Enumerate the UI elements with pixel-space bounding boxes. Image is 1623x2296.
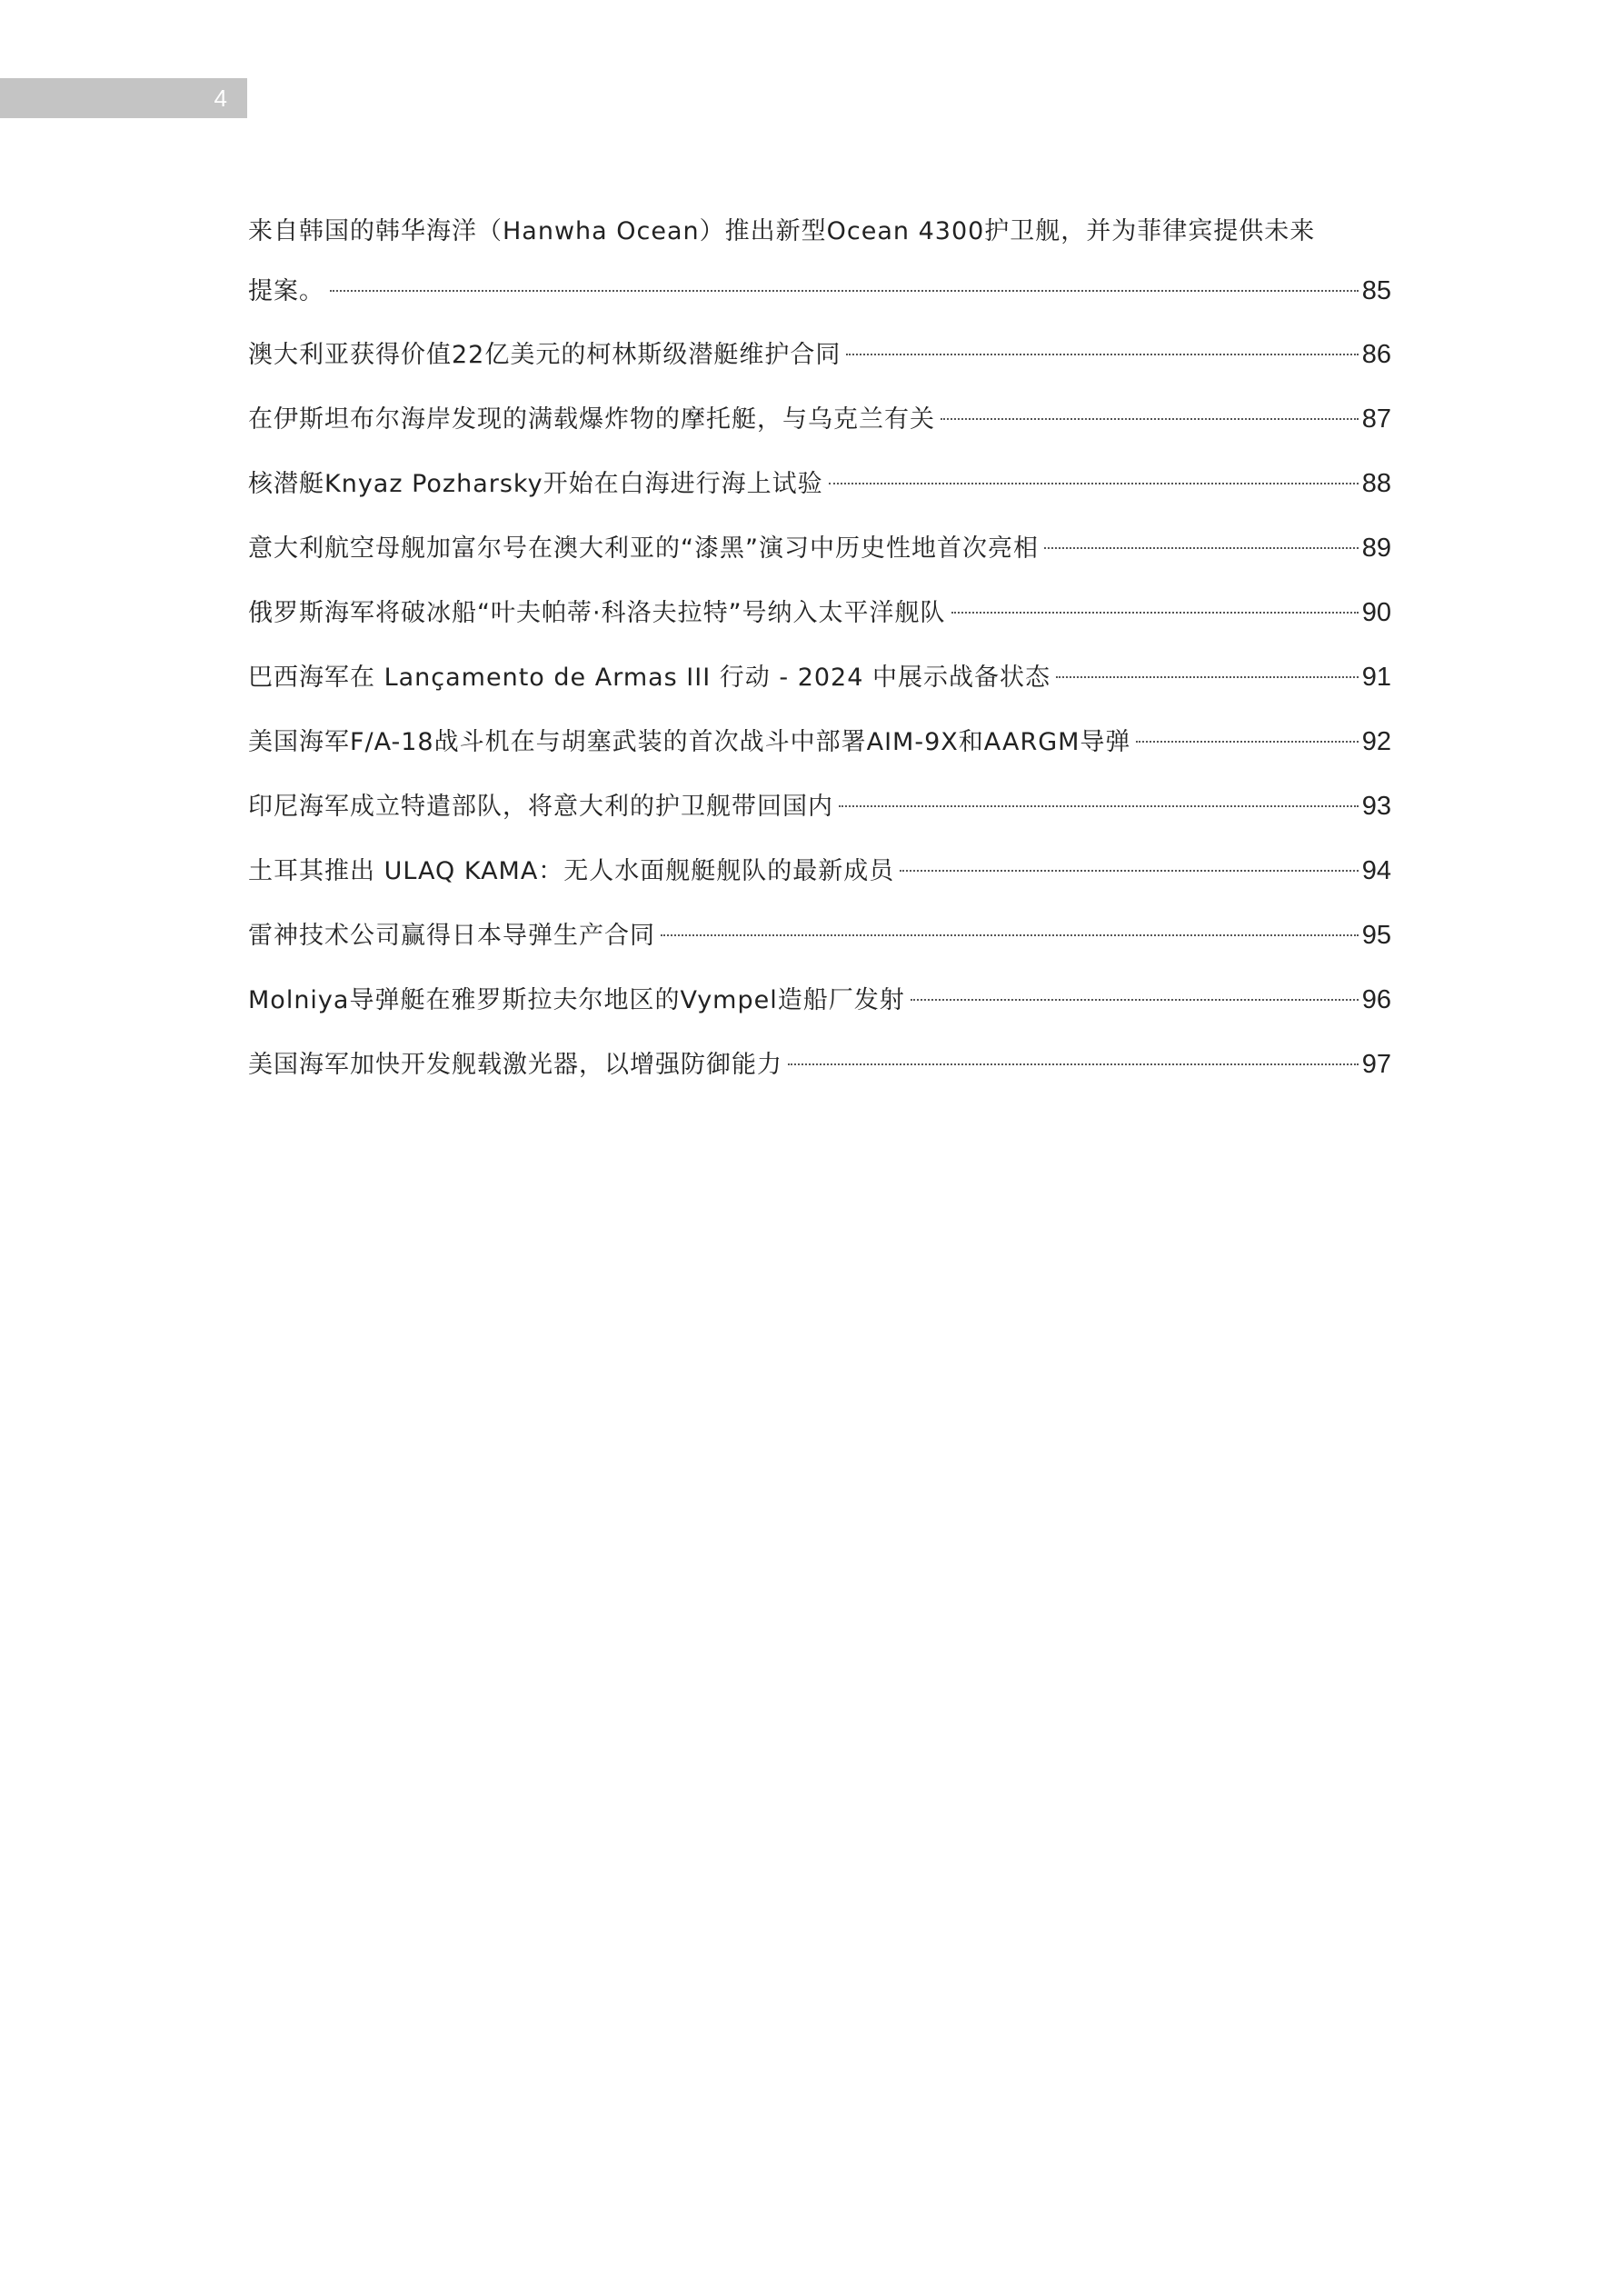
dot-leader (1044, 547, 1359, 549)
toc-entry[interactable] (248, 516, 1391, 581)
toc-entry-title: 在伊斯坦布尔海岸发现的满载爆炸物的摩托艇，与乌克兰有关 (248, 405, 935, 434)
toc-entry-page: 94 (1361, 856, 1391, 885)
toc-entry-title: 印尼海军成立特遣部队，将意大利的护卫舰带回国内 (248, 793, 833, 821)
page-number-tab (0, 78, 247, 118)
toc-entry-title: 美国海军加快开发舰载激光器，以增强防御能力 (248, 1051, 782, 1079)
toc-entry[interactable] (248, 452, 1391, 516)
toc-entry-page: 86 (1361, 340, 1391, 369)
dot-leader (846, 354, 1358, 355)
toc-entry-page: 93 (1361, 792, 1391, 821)
toc-entry-title: 雷神技术公司赢得日本导弹生产合同 (248, 922, 655, 950)
toc-entry[interactable] (248, 968, 1391, 1033)
dot-leader (1136, 741, 1358, 743)
toc-entry[interactable] (248, 774, 1391, 839)
toc-entry[interactable] (248, 1033, 1391, 1097)
dot-leader (330, 290, 1359, 292)
toc-entry[interactable] (248, 205, 1391, 323)
toc-entry-title: 巴西海军在 Lançamento de Armas III 行动 - 2024 中展示战备状态 (248, 664, 1050, 692)
dot-leader (951, 612, 1359, 614)
dot-leader (829, 483, 1359, 484)
dot-leader (911, 999, 1359, 1001)
toc-entry[interactable] (248, 323, 1391, 387)
dot-leader (788, 1063, 1359, 1065)
toc-entry-page: 85 (1361, 276, 1391, 305)
toc-entry-title: Molniya导弹艇在雅罗斯拉夫尔地区的Vympel造船厂发射 (248, 986, 905, 1014)
toc-entry[interactable] (248, 645, 1391, 710)
toc-entry-title: 核潜艇Knyaz Pozharsky开始在白海进行海上试验 (248, 470, 823, 498)
toc-entry-page: 87 (1361, 404, 1391, 434)
toc-entry-page: 97 (1361, 1050, 1391, 1079)
toc-entry-page: 91 (1361, 663, 1391, 692)
toc-entry-title: 俄罗斯海军将破冰船“叶夫帕蒂·科洛夫拉特”号纳入太平洋舰队 (248, 599, 946, 627)
toc-entry[interactable] (248, 839, 1391, 903)
toc-entry-page: 92 (1361, 727, 1391, 756)
toc-entry-page: 95 (1361, 921, 1391, 950)
toc-entry-title: 土耳其推出 ULAQ KAMA：无人水面舰艇舰队的最新成员 (248, 857, 895, 885)
page-number: 4 (214, 85, 227, 112)
dot-leader (661, 934, 1359, 936)
table-of-contents (248, 205, 1391, 1097)
toc-entry[interactable] (248, 710, 1391, 774)
toc-entry-title: 提案。 (248, 277, 324, 305)
toc-entry-title: 意大利航空母舰加富尔号在澳大利亚的“漆黑”演习中历史性地首次亮相 (248, 534, 1039, 563)
dot-leader (1056, 676, 1359, 678)
toc-entry[interactable] (248, 581, 1391, 645)
dot-leader (941, 418, 1359, 420)
toc-entry[interactable] (248, 903, 1391, 968)
toc-entry-title-line-1: 来自韩国的韩华海洋（Hanwha Ocean）推出新型Ocean 4300护卫舰，并为菲律宾提供未来 (248, 217, 1316, 245)
toc-entry-page: 90 (1361, 598, 1391, 627)
toc-entry[interactable] (248, 387, 1391, 452)
dot-leader (900, 870, 1358, 872)
toc-entry-title: 澳大利亚获得价值22亿美元的柯林斯级潜艇维护合同 (248, 341, 841, 369)
toc-entry-title: 美国海军F/A-18战斗机在与胡塞武装的首次战斗中部署AIM-9X和AARGM导弹 (248, 728, 1131, 756)
toc-entry-page: 88 (1361, 469, 1391, 498)
toc-entry-page: 89 (1361, 534, 1391, 563)
dot-leader (839, 805, 1359, 807)
toc-entry-page: 96 (1361, 985, 1391, 1014)
